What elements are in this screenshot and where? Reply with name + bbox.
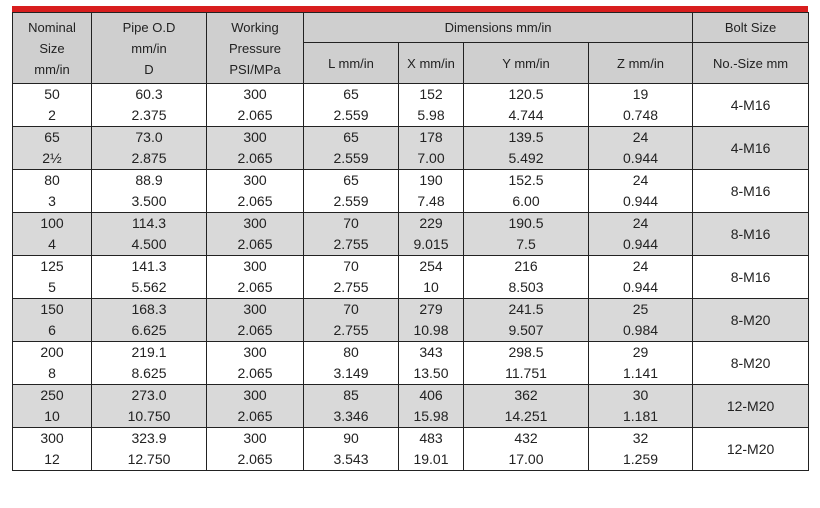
cell-dim-x-metric: 152 [419,86,443,102]
cell-working-pressure [207,342,304,385]
cell-dim-y-imperial: 8.503 [508,279,544,295]
cell-dim-l-metric: 90 [343,430,359,446]
cell-working-pressure [207,385,304,428]
cell-dim-y-imperial: 4.744 [508,107,544,123]
cell-dim-x-imperial: 5.98 [417,107,445,123]
cell-pipe-od-imperial: 2.875 [131,150,167,166]
cell-dim-z-imperial: 0.984 [623,322,659,338]
cell-dim-x-metric: 343 [419,344,443,360]
cell-dim-y [464,84,589,127]
cell-nominal-size [13,170,92,213]
cell-pipe-od [92,428,207,471]
table-row [13,127,809,170]
cell-dim-z [589,299,693,342]
cell-pipe-od [92,170,207,213]
cell-bolt-size: 8-M20 [693,299,809,342]
cell-dim-x [399,428,464,471]
cell-working-pressure-metric: 300 [243,215,267,231]
cell-pipe-od-imperial: 12.750 [127,451,171,467]
cell-dim-l-imperial: 2.559 [333,107,369,123]
header-l: L mm/in [304,43,399,84]
cell-dim-y-metric: 216 [514,258,538,274]
header-working-pressure-line3: PSI/MPa [229,61,281,77]
cell-nominal-size-metric: 300 [40,430,64,446]
cell-dim-y-metric: 362 [514,387,538,403]
cell-working-pressure-metric: 300 [243,129,267,145]
cell-dim-y-imperial: 14.251 [504,408,548,424]
cell-nominal-size [13,385,92,428]
cell-dim-y-imperial: 17.00 [508,451,544,467]
cell-nominal-size-metric: 80 [44,172,60,188]
cell-dim-x-imperial: 7.48 [417,193,445,209]
cell-working-pressure-metric: 300 [243,86,267,102]
header-x: X mm/in [399,43,464,84]
flange-dimensions-table [12,12,809,471]
cell-dim-z-imperial: 1.181 [623,408,659,424]
cell-dim-y-metric: 241.5 [508,301,544,317]
cell-dim-x [399,342,464,385]
cell-dim-x [399,299,464,342]
cell-dim-y-metric: 190.5 [508,215,544,231]
cell-pipe-od-metric: 168.3 [131,301,167,317]
cell-dim-l-imperial: 2.755 [333,322,369,338]
cell-dim-x-imperial: 15.98 [413,408,449,424]
cell-pipe-od-metric: 60.3 [135,86,163,102]
cell-dim-l [304,342,399,385]
cell-dim-y-metric: 139.5 [508,129,544,145]
header-nominal-size-line3: mm/in [34,61,70,77]
cell-dim-y-metric: 120.5 [508,86,544,102]
table-row [13,299,809,342]
cell-bolt-size: 8-M16 [693,170,809,213]
cell-dim-l [304,385,399,428]
cell-dim-z [589,170,693,213]
cell-dim-x-metric: 178 [419,129,443,145]
cell-bolt-size: 4-M16 [693,127,809,170]
cell-dim-z-imperial: 0.944 [623,236,659,252]
table-row [13,385,809,428]
table-row [13,213,809,256]
cell-working-pressure-imperial: 2.065 [237,365,273,381]
cell-pipe-od [92,84,207,127]
cell-dim-z [589,84,693,127]
header-bolt-sub: No.-Size mm [693,43,809,84]
cell-dim-z-imperial: 1.141 [623,365,659,381]
cell-dim-l-imperial: 2.559 [333,193,369,209]
cell-pipe-od-metric: 88.9 [135,172,163,188]
cell-dim-y [464,342,589,385]
cell-working-pressure-metric: 300 [243,387,267,403]
cell-bolt-size: 8-M16 [693,213,809,256]
cell-dim-y-metric: 298.5 [508,344,544,360]
cell-working-pressure-metric: 300 [243,172,267,188]
cell-dim-l [304,213,399,256]
header-pipe-od-line2: mm/in [131,40,167,56]
cell-dim-z-metric: 24 [632,172,649,188]
cell-dim-x [399,170,464,213]
cell-dim-z [589,428,693,471]
cell-dim-y [464,170,589,213]
cell-pipe-od [92,127,207,170]
cell-working-pressure-imperial: 2.065 [237,150,273,166]
cell-dim-y-metric: 152.5 [508,172,544,188]
cell-pipe-od-imperial: 2.375 [131,107,167,123]
cell-dim-x [399,127,464,170]
cell-nominal-size-imperial: 6 [48,322,56,338]
cell-dim-y [464,428,589,471]
table-row [13,342,809,385]
cell-dim-x-metric: 229 [419,215,443,231]
cell-dim-l-metric: 70 [343,301,359,317]
cell-nominal-size-metric: 200 [40,344,64,360]
header-nominal-size-line1: Nominal [28,19,76,35]
cell-nominal-size-imperial: 5 [48,279,56,295]
cell-dim-l-metric: 70 [343,215,359,231]
cell-dim-y-imperial: 11.751 [505,365,547,381]
cell-dim-l-imperial: 3.346 [333,408,369,424]
cell-dim-x-imperial: 13.50 [413,365,449,381]
cell-pipe-od [92,256,207,299]
cell-nominal-size [13,342,92,385]
cell-working-pressure-metric: 300 [243,301,267,317]
cell-nominal-size-metric: 250 [40,387,64,403]
table-row [13,170,809,213]
cell-nominal-size-imperial: 12 [44,451,60,467]
header-pipe-od-line1: Pipe O.D [122,19,176,35]
cell-dim-x-metric: 254 [419,258,443,274]
cell-bolt-size: 8-M16 [693,256,809,299]
header-working-pressure-line1: Working [231,19,279,35]
cell-dim-y [464,385,589,428]
cell-pipe-od-imperial: 4.500 [131,236,167,252]
cell-nominal-size-metric: 65 [44,129,60,145]
cell-working-pressure-imperial: 2.065 [237,107,273,123]
cell-pipe-od-imperial: 6.625 [131,322,167,338]
cell-nominal-size-imperial: 2 [48,107,56,123]
cell-working-pressure-imperial: 2.065 [237,193,273,209]
cell-pipe-od-imperial: 10.750 [127,408,171,424]
cell-dim-l-metric: 70 [343,258,359,274]
cell-working-pressure-metric: 300 [243,430,267,446]
header-bolt-size: Bolt Size [693,13,809,43]
cell-dim-l-imperial: 2.755 [333,236,369,252]
cell-dim-l-imperial: 2.559 [333,150,369,166]
cell-nominal-size-imperial: 8 [48,365,56,381]
cell-dim-y-imperial: 6.00 [512,193,540,209]
cell-working-pressure [207,299,304,342]
cell-dim-z [589,342,693,385]
cell-nominal-size [13,299,92,342]
cell-dim-x-metric: 483 [419,430,443,446]
cell-bolt-size: 12-M20 [693,385,809,428]
cell-dim-l-imperial: 3.149 [333,365,369,381]
cell-pipe-od-imperial: 5.562 [131,279,167,295]
cell-dim-z-imperial: 1.259 [623,451,659,467]
table-row [13,84,809,127]
header-dimensions: Dimensions mm/in [304,13,693,43]
cell-dim-x-imperial: 10.98 [413,322,449,338]
cell-dim-l [304,170,399,213]
cell-dim-x-imperial: 7.00 [417,150,445,166]
cell-nominal-size [13,213,92,256]
cell-dim-x-metric: 279 [419,301,443,317]
cell-dim-l-metric: 65 [343,129,359,145]
cell-dim-z [589,127,693,170]
header-working-pressure-line2: Pressure [228,40,282,56]
cell-dim-y-imperial: 7.5 [516,236,536,252]
cell-nominal-size-imperial: 3 [48,193,56,209]
cell-dim-x-metric: 406 [419,387,443,403]
cell-dim-x-metric: 190 [419,172,443,188]
header-nominal-size-line2: Size [39,40,65,56]
cell-dim-y [464,299,589,342]
cell-dim-z-metric: 32 [632,430,649,446]
cell-dim-z-metric: 24 [632,258,649,274]
cell-dim-y [464,213,589,256]
cell-dim-y-imperial: 5.492 [508,150,544,166]
cell-pipe-od-metric: 73.0 [135,129,163,145]
cell-working-pressure-metric: 300 [243,344,267,360]
cell-dim-l-imperial: 2.755 [333,279,369,295]
header-nominal-size [13,13,92,84]
cell-nominal-size-metric: 150 [40,301,64,317]
cell-dim-l-metric: 80 [343,344,359,360]
cell-working-pressure [207,213,304,256]
cell-working-pressure [207,127,304,170]
cell-dim-z-metric: 24 [632,129,649,145]
cell-working-pressure [207,256,304,299]
cell-bolt-size: 12-M20 [693,428,809,471]
cell-bolt-size: 4-M16 [693,84,809,127]
cell-pipe-od [92,385,207,428]
cell-nominal-size-imperial: 4 [48,236,56,252]
cell-dim-z-metric: 30 [632,387,649,403]
cell-pipe-od [92,299,207,342]
header-z: Z mm/in [589,43,693,84]
cell-dim-x [399,385,464,428]
cell-working-pressure-metric: 300 [243,258,267,274]
cell-working-pressure [207,84,304,127]
cell-dim-z-metric: 29 [632,344,649,360]
cell-dim-z [589,385,693,428]
cell-dim-x-imperial: 19.01 [413,451,449,467]
cell-working-pressure-imperial: 2.065 [237,322,273,338]
cell-nominal-size-metric: 125 [40,258,64,274]
cell-pipe-od-metric: 323.9 [131,430,167,446]
cell-pipe-od-imperial: 8.625 [131,365,167,381]
cell-nominal-size-metric: 50 [44,86,60,102]
cell-working-pressure-imperial: 2.065 [237,236,273,252]
cell-dim-z [589,256,693,299]
cell-working-pressure-imperial: 2.065 [237,451,273,467]
cell-dim-y-metric: 432 [514,430,538,446]
cell-pipe-od-metric: 114.3 [132,215,166,231]
cell-nominal-size [13,428,92,471]
cell-nominal-size-metric: 100 [40,215,64,231]
cell-dim-x [399,213,464,256]
cell-dim-l-metric: 65 [343,86,359,102]
cell-dim-z-imperial: 0.748 [623,107,659,123]
cell-dim-l-imperial: 3.543 [333,451,369,467]
cell-dim-z-metric: 19 [632,86,649,102]
cell-dim-l [304,299,399,342]
cell-dim-x [399,84,464,127]
cell-dim-l [304,256,399,299]
cell-nominal-size [13,256,92,299]
table-row [13,256,809,299]
cell-working-pressure-imperial: 2.065 [237,408,273,424]
cell-dim-z-metric: 25 [632,301,649,317]
cell-dim-l-metric: 65 [343,172,359,188]
header-pipe-od-line3: D [144,61,154,77]
cell-pipe-od-metric: 273.0 [131,387,167,403]
cell-nominal-size-imperial: 10 [44,408,60,424]
cell-working-pressure-imperial: 2.065 [237,279,273,295]
cell-dim-y [464,127,589,170]
cell-working-pressure [207,428,304,471]
cell-dim-z-metric: 24 [632,215,649,231]
cell-dim-z-imperial: 0.944 [623,193,659,209]
cell-dim-l-metric: 85 [343,387,359,403]
cell-nominal-size [13,127,92,170]
cell-pipe-od-imperial: 3.500 [131,193,167,209]
cell-pipe-od-metric: 219.1 [131,344,167,360]
cell-dim-y [464,256,589,299]
header-y: Y mm/in [464,43,589,84]
cell-nominal-size-imperial: 2½ [42,150,62,166]
cell-dim-x-imperial: 9.015 [413,236,449,252]
header-pipe-od [92,13,207,84]
cell-dim-z-imperial: 0.944 [623,150,659,166]
cell-dim-x [399,256,464,299]
cell-dim-l [304,127,399,170]
cell-bolt-size: 8-M20 [693,342,809,385]
cell-dim-z-imperial: 0.944 [623,279,659,295]
cell-dim-y-imperial: 9.507 [508,322,544,338]
cell-dim-l [304,428,399,471]
cell-dim-x-imperial: 10 [423,279,439,295]
header-working-pressure [207,13,304,84]
cell-pipe-od [92,342,207,385]
cell-pipe-od-metric: 141.3 [131,258,167,274]
cell-dim-l [304,84,399,127]
cell-nominal-size [13,84,92,127]
table-row [13,428,809,471]
cell-working-pressure [207,170,304,213]
cell-pipe-od [92,213,207,256]
cell-dim-z [589,213,693,256]
